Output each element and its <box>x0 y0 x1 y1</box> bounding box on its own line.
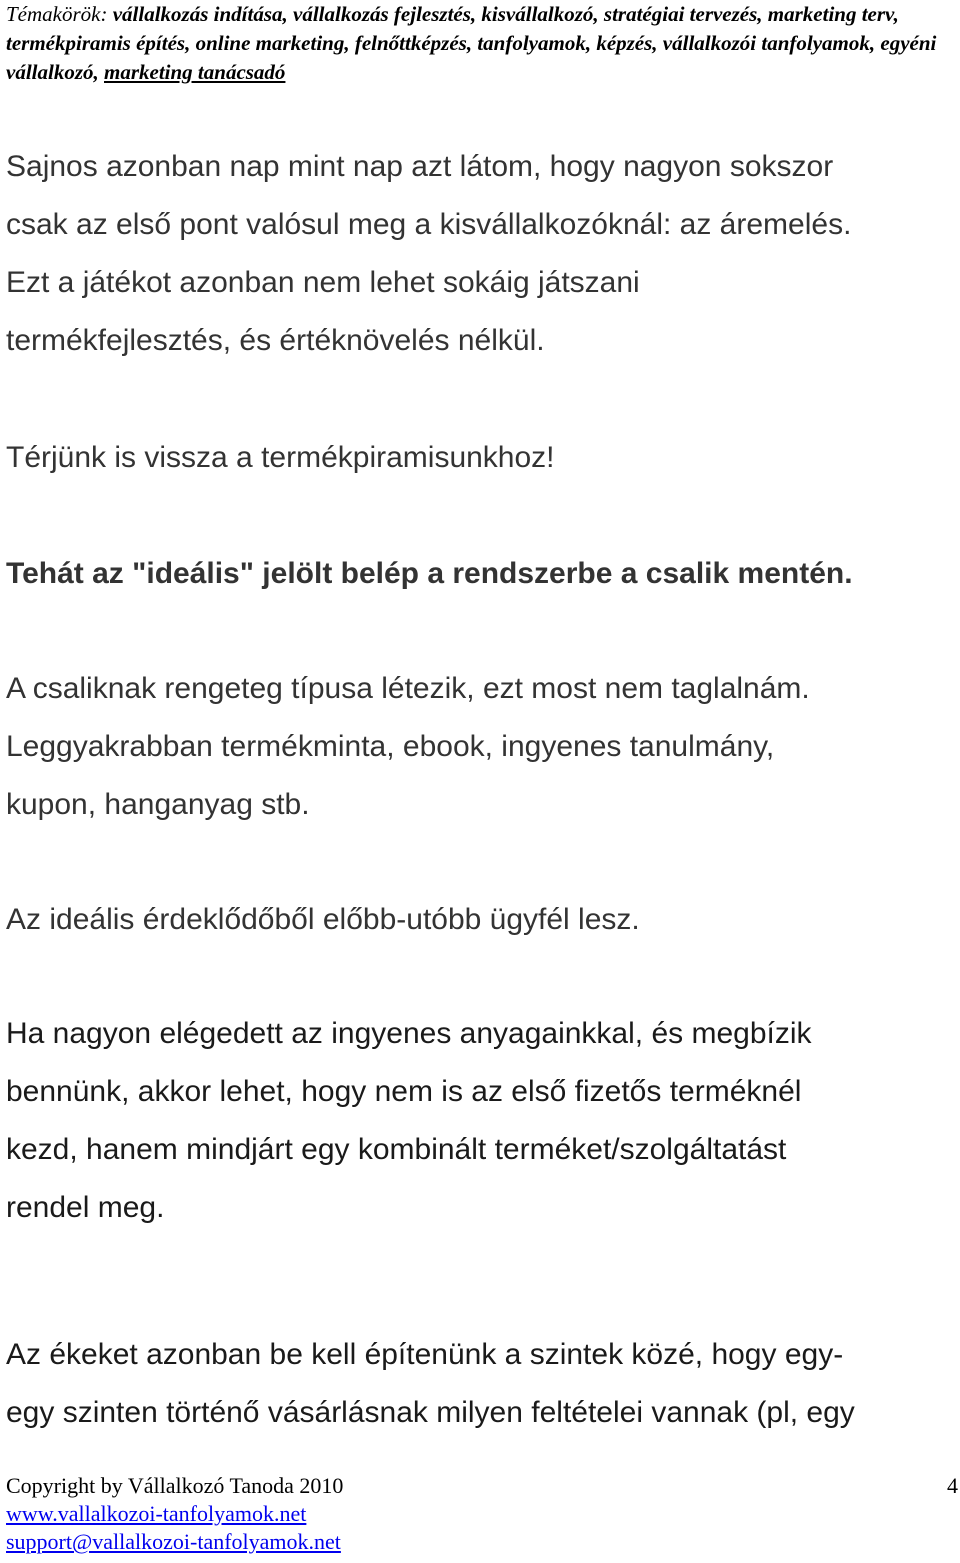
page-footer <box>6 1472 960 1556</box>
text-line: Ezt a játékot azonban nem lehet sokáig játszani <box>6 266 640 299</box>
text-line: csak az első pont valósul meg a kisvállalkozóknál: az áremelés. <box>6 208 852 241</box>
text-line: Az ideális érdeklődőből előbb-utóbb ügyfél lesz. <box>6 903 640 936</box>
topics-last-link[interactable]: marketing tanácsadó <box>104 60 286 84</box>
paragraph-becomes-client <box>6 891 960 949</box>
text-line: Ha nagyon elégedett az ingyenes anyagainkkal, és megbízik <box>6 1017 812 1050</box>
text-line: kupon, hanganyag stb. <box>6 788 310 821</box>
email-link[interactable]: support@vallalkozoi-tanfolyamok.net <box>6 1529 341 1554</box>
text-line: kezd, hanem mindjárt egy kombinált terméket/szolgáltatást <box>6 1133 787 1166</box>
paragraph-price-increase <box>6 138 960 370</box>
topics-list: vállalkozás indítása, vállalkozás fejlesztés, kisvállalkozó, stratégiai tervezés, marketing terv, termékpiramis építés, online marketing, felnőttképzés, tanfolyamok, képzés, vállalkozói tanfolyamok, egyéni vállalkozó, <box>6 2 937 84</box>
paragraph-lure-types <box>6 660 960 834</box>
text-line: Az ékeket azonban be kell építenünk a szintek közé, hogy egy- <box>6 1338 844 1371</box>
topics-label: Témakörök: <box>6 2 108 26</box>
text-line: A csaliknak rengeteg típusa létezik, ezt most nem taglalnám. <box>6 672 810 705</box>
text-line: Sajnos azonban nap mint nap azt látom, hogy nagyon sokszor <box>6 150 834 183</box>
text-line: bennünk, akkor lehet, hogy nem is az első fizetős terméknél <box>6 1075 802 1108</box>
text-line: termékfejlesztés, és értéknövelés nélkül. <box>6 324 545 357</box>
text-line: rendel meg. <box>6 1191 165 1224</box>
paragraph-wedges <box>6 1326 960 1442</box>
paragraph-back-to-pyramid <box>6 429 960 487</box>
text-line: Leggyakrabban termékminta, ebook, ingyenes tanulmány, <box>6 730 775 763</box>
paragraph-satisfied-client <box>6 1005 960 1237</box>
text-line: Tehát az "ideális" jelölt belép a rendszerbe a csalik mentén. <box>6 557 853 590</box>
copyright-text: Copyright by Vállalkozó Tanoda 2010 <box>6 1473 344 1498</box>
text-line: egy szinten történő vásárlásnak milyen feltételei vannak (pl, egy <box>6 1396 855 1429</box>
topics-header <box>6 0 956 87</box>
text-line: Térjünk is vissza a termékpiramisunkhoz! <box>6 441 555 474</box>
paragraph-ideal-candidate <box>6 545 960 603</box>
website-link[interactable]: www.vallalkozoi-tanfolyamok.net <box>6 1501 307 1526</box>
page-number: 4 <box>947 1473 958 1498</box>
